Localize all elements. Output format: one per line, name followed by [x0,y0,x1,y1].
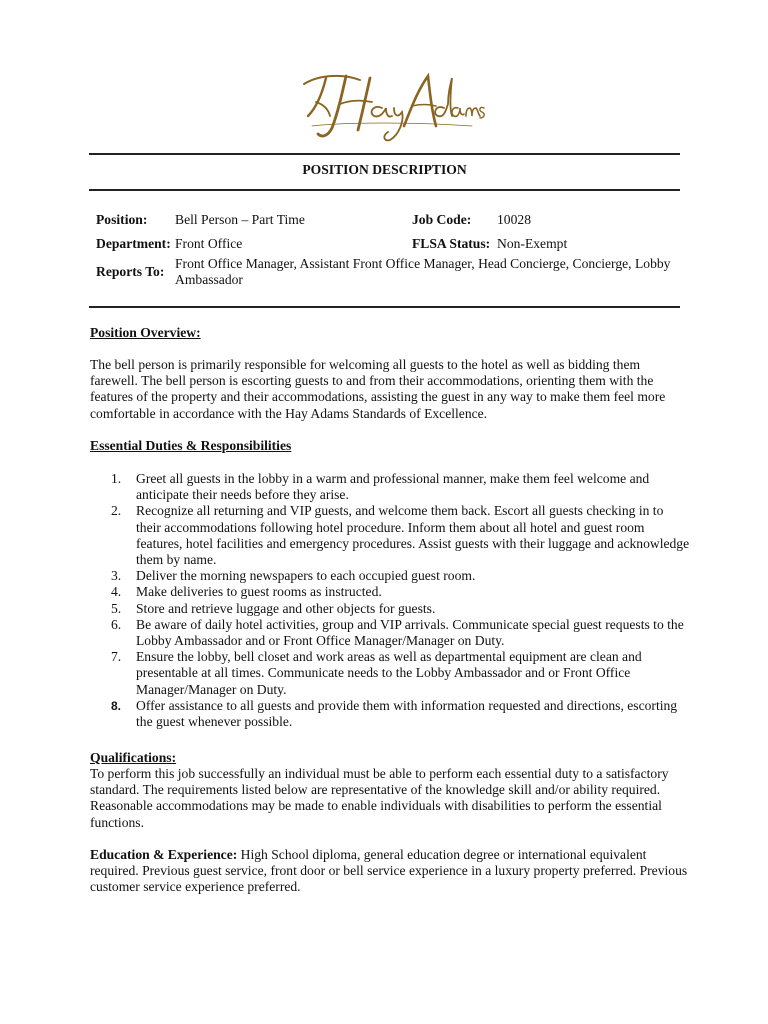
job-code-label: Job Code: [412,212,472,227]
position-label: Position: [96,212,148,227]
duty-item [90,471,690,503]
hay-adams-logo [286,64,486,148]
duty-number: 5. [111,600,122,616]
job-code-value: 10028 [497,212,531,227]
duty-text: Offer assistance to all guests and provide them with information requested and directions, escorting the guest whenever possible. [136,697,678,730]
education-paragraph [90,847,690,896]
duty-item [90,649,690,698]
top-rule [89,153,680,155]
document-title: POSITION DESCRIPTION [302,162,467,177]
duty-text: Store and retrieve luggage and other objects for guests. [136,600,436,616]
fields-rule [89,306,680,308]
position-value: Bell Person – Part Time [175,212,305,227]
department-value: Front Office [175,236,243,251]
duty-number: 6. [111,616,122,632]
duty-number: 1. [111,471,122,486]
flsa-status-value: Non-Exempt [497,236,568,251]
duty-number: 7. [111,649,122,665]
duty-item [90,698,690,730]
duty-text: Deliver the morning newspapers to each occupied guest room. [136,568,476,584]
duty-number: 4. [111,584,122,600]
reports-to-label: Reports To: [96,264,165,279]
flsa-status-label: FLSA Status: [412,236,491,251]
duty-item [90,617,690,649]
duty-text: Greet all guests in the lobby in a warm and professional manner, make them feel welcome and anticipate their needs before they arise. [136,471,650,503]
duty-number: 3. [111,568,122,584]
duty-text: Ensure the lobby, bell closet and work areas as well as departmental equipment are clean and presentable at all times. Communicate needs to the Lobby Ambassador and or Front Office Manager/Manager on Duty. [136,649,642,697]
hay-adams-logo-icon [286,64,486,148]
overview-text: The bell person is primarily responsible for welcoming all guests to the hotel as well as bidding them farewell. The bell person is escorting guests to and from their accommodations, orienting them with the features of the property and their accommodations, assisting the guest in any way to make them feel more comfortable in accordance with the Hay Adams Standards of Excellence. [90,357,666,421]
duty-text: Make deliveries to guest rooms as instructed. [136,584,382,600]
duty-item [90,568,690,584]
duty-item [90,503,690,568]
qualifications-text: To perform this job successfully an individual must be able to perform each essential duty to a satisfactory standard. The requirements listed below are representative of the knowledge skill and/or ability required. Reasonable accommodations may be made to enable individuals with disabilities to perform the essential functions. [90,766,669,830]
duty-number: 8. [111,698,122,713]
department-label: Department: [96,236,171,251]
education-label: Education & Experience: [90,847,238,862]
duty-item [90,584,690,600]
duty-text: Be aware of daily hotel activities, group and VIP arrivals. Communicate special guest requests to the Lobby Ambassador and or Front Office Manager/Manager on Duty. [136,616,684,649]
education-text: High School diploma, general education degree or international equivalent required. Previous guest service, front door or bell service experience in a luxury property preferred. Previous customer service experience preferred. [90,847,688,895]
overview-heading: Position Overview: [90,325,201,340]
duty-number: 2. [111,503,122,519]
duties-list [90,471,690,730]
duty-item [90,601,690,617]
duty-text: Recognize all returning and VIP guests, and welcome them back. Escort all guests checking in to their accommodations following hotel procedure. Inform them about all hotel and guest room features, hotel facilities and emergency procedures. Assist guests with their luggage and acknowledge them by name. [136,503,690,568]
reports-to-value: Front Office Manager, Assistant Front Office Manager, Head Concierge, Concierge, Lobby Ambassador [175,256,671,288]
qualifications-heading: Qualifications: [90,750,177,765]
title-rule [89,189,680,191]
duties-heading: Essential Duties & Responsibilities [90,438,292,453]
